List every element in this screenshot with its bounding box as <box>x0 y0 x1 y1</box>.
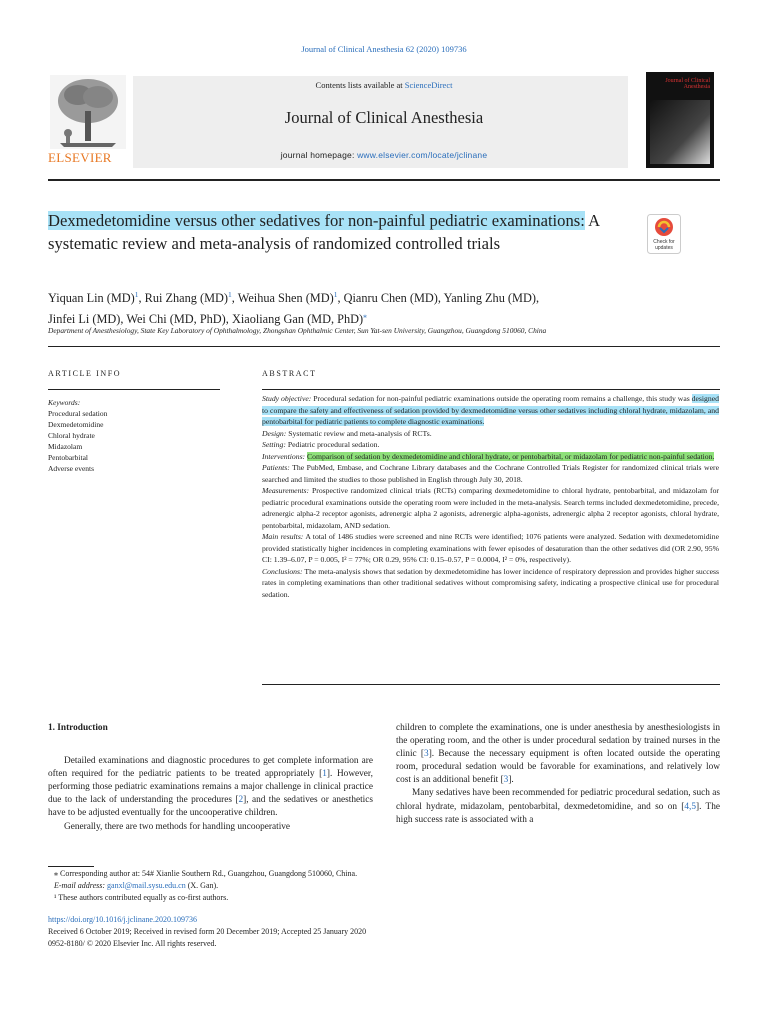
interventions-label: Interventions: <box>262 451 306 461</box>
text-run: ]. Because the necessary equipment is often located outside the operating room, procedural sedation would be favorable for examinations, and relatively low cost is an additional benefit [ <box>396 749 721 786</box>
abstract-interventions <box>262 451 719 463</box>
corresponding-author-note: ⁎ Corresponding author at: 54# Xianlie Southern Rd., Guangzhou, Guangdong 510060, China. <box>54 869 358 878</box>
author-separator: , <box>225 312 232 327</box>
setting-text: Pediatric procedural sedation. <box>285 440 380 449</box>
author-separator: , <box>138 291 145 306</box>
objective-label: Study objective: <box>262 394 312 403</box>
keyword-item: Pentobarbital <box>48 453 88 462</box>
abstract-bottom-rule <box>262 684 720 685</box>
article-info-heading: ARTICLE INFO <box>48 369 122 378</box>
contents-prefix: Contents lists available at <box>315 80 405 90</box>
keyword-item: Chloral hydrate <box>48 431 95 440</box>
keyword-item: Dexmedetomidine <box>48 420 104 429</box>
author-name[interactable]: Yiquan Lin (MD) <box>48 291 135 306</box>
affiliation: Department of Anesthesiology, State Key Laboratory of Ophthalmology, Zhongshan Ophthalmic Center, Sun Yat-sen University, Guangzhou, Guangdong 510060, China <box>48 326 547 335</box>
author-separator: , <box>437 291 444 306</box>
footnotes <box>54 868 654 904</box>
text-run: ]. However, performing those pediatric examinations remains a major challenge in clinical practice due to the lack of understanding the procedures [ <box>48 769 373 806</box>
abstract-patients <box>262 462 719 485</box>
citation-link[interactable]: 3 <box>424 749 429 760</box>
citation-link[interactable]: 4,5 <box>684 801 696 812</box>
setting-label: Setting: <box>262 440 286 449</box>
citation-link[interactable]: 2 <box>238 795 244 806</box>
keyword-item: Midazolam <box>48 442 83 451</box>
cover-title: Journal of Clinical Anesthesia <box>665 78 710 90</box>
doi-link[interactable]: https://doi.org/10.1016/j.jclinane.2020.109736 <box>48 915 197 924</box>
measurements-label: Measurements: <box>262 486 310 495</box>
abstract-design <box>262 428 719 440</box>
body-paragraph <box>48 755 373 820</box>
email-link[interactable]: ganxl@mail.sysu.edu.cn <box>107 881 186 890</box>
text-run: ]. <box>508 775 514 786</box>
author-name[interactable]: Wei Chi (MD, PhD) <box>126 312 226 327</box>
keyword-item: Procedural sedation <box>48 409 108 418</box>
email-suffix: (X. Gan). <box>185 881 219 890</box>
email-note <box>54 880 654 892</box>
copyright: 0952-8180/ © 2020 Elsevier Inc. All rights reserved. <box>48 939 217 948</box>
title-highlighted: Dexmedetomidine versus other sedatives for non-painful pediatric examinations: <box>48 211 585 230</box>
keywords-label: Keywords: <box>48 398 81 407</box>
design-label: Design: <box>262 428 287 438</box>
journal-citation[interactable]: Journal of Clinical Anesthesia 62 (2020) 109736 <box>301 44 467 54</box>
author-name[interactable]: Jinfei Li (MD) <box>48 312 121 327</box>
abstract-setting <box>262 439 719 451</box>
header-rule <box>48 179 720 181</box>
check-badge-label: Check for <box>653 239 675 245</box>
received-dates: Received 6 October 2019; Received in revised form 20 December 2019; Accepted 25 January 2020 <box>48 927 367 936</box>
abstract-measurements <box>262 485 719 531</box>
author-name[interactable]: Qianru Chen (MD) <box>343 291 438 306</box>
text-run: Detailed examinations and diagnostic procedures to get complete information are often required for the pediatric patients to be treated appropriately [ <box>48 756 373 780</box>
author-separator: , <box>535 291 540 306</box>
sciencedirect-link[interactable]: ScienceDirect <box>404 80 453 90</box>
author-mark[interactable]: 1 <box>228 290 232 299</box>
journal-title: Journal of Clinical Anesthesia <box>284 108 484 127</box>
body-column-right <box>396 722 720 827</box>
author-name[interactable]: Yanling Zhu (MD) <box>443 291 536 306</box>
abstract-rule <box>262 389 720 390</box>
conclusions-label: Conclusions: <box>262 566 303 576</box>
body-column-left <box>48 722 373 834</box>
text-run: ]. The high success rate is associated with a <box>396 801 720 825</box>
title-rest: A systematic review and meta-analysis of randomized controlled trials <box>48 211 600 253</box>
affiliation-rule <box>48 346 720 347</box>
homepage-link[interactable]: www.elsevier.com/locate/jclinane <box>357 150 488 160</box>
results-label: Main results: <box>262 532 304 541</box>
objective-highlight: designed to compare the safety and effectiveness of sedation provided by dexmedetomidine versus other sedatives including chloral hydrate, midazolam, and pentobarbital for pediatric patients to complete diagnostic examinations. <box>262 394 719 426</box>
patients-text: The PubMed, Embase, and Cochrane Library databases and the Cochrane Controlled Trials Register for randomized clinical trials were searched and limited the studies to those published in English through July 30, 2018. <box>262 463 719 484</box>
text-run: ], and the sedatives or anesthetics have to be adjusted eventually for the uncooperative children. <box>48 795 374 819</box>
citation-link[interactable]: 3 <box>503 775 509 786</box>
journal-cover-image[interactable] <box>646 72 714 168</box>
cofirst-author-note: ¹ These authors contributed equally as co-first authors. <box>54 893 229 902</box>
conclusions-text: The meta-analysis shows that sedation by dexmedetomidine has lower incidence of respiratory depression and provides higher success rates in completing examinations than other traditional sedatives without compromising safety, indicating a prospective clinical use for procedural sedation. <box>262 566 719 599</box>
email-label: E-mail address: <box>54 881 106 890</box>
text-run: children to complete the examinations, one is under anesthesia by anesthesiologists in the operating room, and the other is under procedural sedation by trained nurses in the clinic [ <box>396 723 720 760</box>
objective-text: Procedural sedation for non-painful pediatric examinations outside the operating room remains a challenge, this study was <box>311 394 692 403</box>
footnote-rule <box>48 866 94 867</box>
elsevier-wordmark: ELSEVIER <box>48 150 112 165</box>
check-for-updates-icon[interactable] <box>647 214 681 254</box>
author-separator: , <box>231 291 238 306</box>
results-text: A total of 1486 studies were screened and nine RCTs were identified; 1076 patients were analyzed. Sedation with dexmedetomidine provided statistically higher incidences in completing examinations with fewer episodes of desaturation than the other sedatives did (OR 2.90, 95% CI: 1.39–6.07, P = 0.005, I² = 77%; OR 0.29, 95% CI: 0.15–0.57, P = 0.0004, I² = 0%, respectively). <box>262 532 719 564</box>
author-list <box>48 286 668 328</box>
citation-link[interactable]: 1 <box>322 769 327 780</box>
author-mark[interactable]: ⁎ <box>363 311 367 321</box>
abstract-conclusions <box>262 566 719 601</box>
author-name[interactable]: Weihua Shen (MD) <box>237 291 334 306</box>
author-separator: , <box>337 291 344 306</box>
author-mark[interactable]: 1 <box>134 290 139 299</box>
body-paragraph <box>396 787 720 826</box>
cover-art <box>646 72 714 168</box>
author-name[interactable]: Rui Zhang (MD) <box>144 291 229 306</box>
keyword-item: Adverse events <box>48 464 95 473</box>
keywords-block <box>48 397 218 474</box>
patients-label: Patients: <box>262 463 290 472</box>
abstract-results <box>262 531 719 566</box>
homepage-prefix: journal homepage: <box>280 150 358 160</box>
section-heading-introduction: 1. Introduction <box>48 723 108 733</box>
abstract-heading: ABSTRACT <box>262 369 317 378</box>
design-text: Systematic review and meta-analysis of RCTs. <box>286 428 432 438</box>
abstract-objective <box>262 393 719 428</box>
interventions-highlight: Comparison of sedation by dexmedetomidine and chloral hydrate, or pentobarbital, or midazolam for pediatric non-painful sedation. <box>307 451 715 461</box>
text-run: Many sedatives have been recommended for pediatric procedural sedation, such as chloral hydrate, midazolam, pentobarbital, dexmedetomidine, and so on [ <box>396 788 720 812</box>
article-title <box>48 210 608 255</box>
body-paragraph: Generally, there are two methods for handling uncooperative <box>64 821 291 832</box>
author-separator: , <box>120 312 127 327</box>
article-info-rule <box>48 389 220 390</box>
measurements-text: Prospective randomized clinical trials (RCTs) comparing dexmedetomidine to chloral hydrate, pentobarbital, and midazolam for pediatric procedural examinations outside the operating room were included in the meta-analysis. Search terms included dexmedetomidine, precede, adrenergic alpha-2 receptor agonists, adrenergic alpha 2 agonists, adrenergic alpha-agonists, adrenergic alpha 2 receptor agonists, chloral hydrate, pentobarbital, midazolam, AND sedation. <box>262 486 719 530</box>
abstract-body <box>262 393 719 600</box>
author-mark[interactable]: 1 <box>333 290 338 299</box>
body-paragraph <box>396 722 720 787</box>
check-badge-label-2: updates <box>655 245 673 251</box>
author-name[interactable]: Xiaoliang Gan (MD, PhD) <box>231 312 364 327</box>
article-meta <box>48 914 648 950</box>
